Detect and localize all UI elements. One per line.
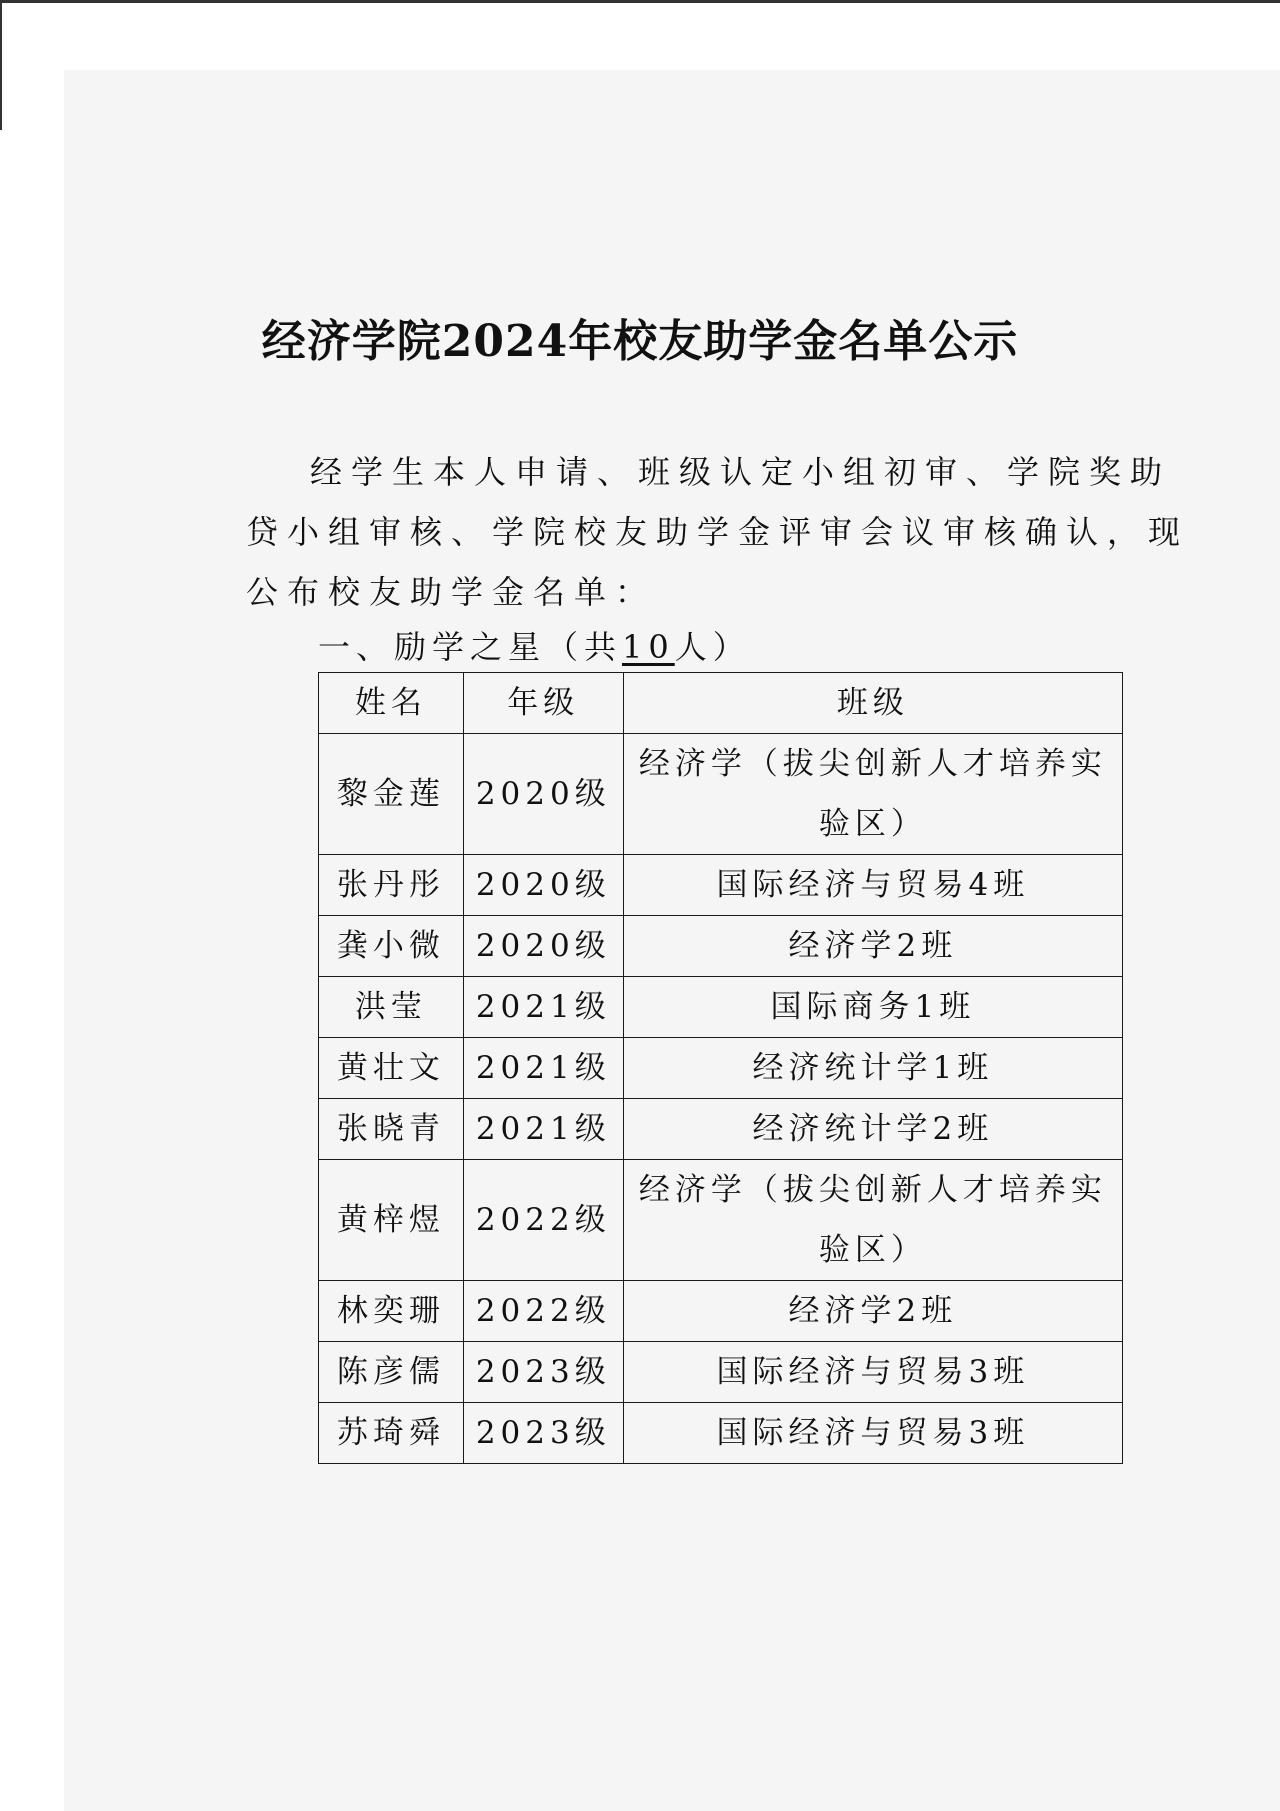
cell-class: 国际商务1班	[623, 977, 1122, 1038]
table-row	[319, 1342, 1123, 1403]
section-heading-suffix: 人）	[674, 628, 751, 666]
table-row	[319, 734, 1123, 855]
header-name: 姓名	[319, 673, 464, 734]
cell-class: 经济统计学2班	[623, 1099, 1122, 1160]
cell-class: 经济学2班	[623, 1281, 1122, 1342]
cell-grade: 2020级	[463, 855, 623, 916]
cell-grade: 2020级	[463, 916, 623, 977]
table-row	[319, 1281, 1123, 1342]
scan-edge-left	[0, 0, 2, 130]
cell-grade: 2023级	[463, 1403, 623, 1464]
table-header-row	[319, 673, 1123, 734]
cell-name: 洪莹	[319, 977, 464, 1038]
cell-grade: 2021级	[463, 1038, 623, 1099]
cell-class: 经济学（拔尖创新人才培养实验区）	[623, 734, 1122, 855]
section-count: 10	[622, 628, 675, 666]
cell-grade: 2022级	[463, 1160, 623, 1281]
scan-edge-top	[0, 0, 1280, 3]
cell-name: 龚小微	[319, 916, 464, 977]
table-row	[319, 1099, 1123, 1160]
cell-class: 国际经济与贸易4班	[623, 855, 1122, 916]
section-heading-prefix: 一、励学之星（共	[318, 628, 623, 666]
cell-grade: 2023级	[463, 1342, 623, 1403]
intro-paragraph: 经学生本人申请、班级认定小组初审、学院奖助贷小组审核、学院校友助学金评审会议审核确认，现公布校友助学金名单：	[246, 453, 1190, 611]
cell-grade: 2021级	[463, 1099, 623, 1160]
table-row	[319, 855, 1123, 916]
table-row	[319, 977, 1123, 1038]
cell-grade: 2020级	[463, 734, 623, 855]
cell-name: 黄梓煜	[319, 1160, 464, 1281]
cell-grade: 2022级	[463, 1281, 623, 1342]
cell-class: 国际经济与贸易3班	[623, 1342, 1122, 1403]
section-heading	[318, 622, 751, 668]
cell-grade: 2021级	[463, 977, 623, 1038]
cell-name: 张晓青	[319, 1099, 464, 1160]
cell-name: 黄壮文	[319, 1038, 464, 1099]
table-row	[319, 1403, 1123, 1464]
scholarship-table	[318, 672, 1123, 1464]
header-class: 班级	[623, 673, 1122, 734]
cell-name: 陈彦儒	[319, 1342, 464, 1403]
cell-name: 张丹彤	[319, 855, 464, 916]
cell-class: 经济统计学1班	[623, 1038, 1122, 1099]
cell-class: 经济学2班	[623, 916, 1122, 977]
cell-name: 苏琦舜	[319, 1403, 464, 1464]
cell-name: 林奕珊	[319, 1281, 464, 1342]
cell-name: 黎金莲	[319, 734, 464, 855]
table-row	[319, 1160, 1123, 1281]
cell-class: 经济学（拔尖创新人才培养实验区）	[623, 1160, 1122, 1281]
header-grade: 年级	[463, 673, 623, 734]
document-title: 经济学院2024年校友助学金名单公示	[261, 316, 1019, 367]
table-row	[319, 1038, 1123, 1099]
table-row	[319, 916, 1123, 977]
cell-class: 国际经济与贸易3班	[623, 1403, 1122, 1464]
